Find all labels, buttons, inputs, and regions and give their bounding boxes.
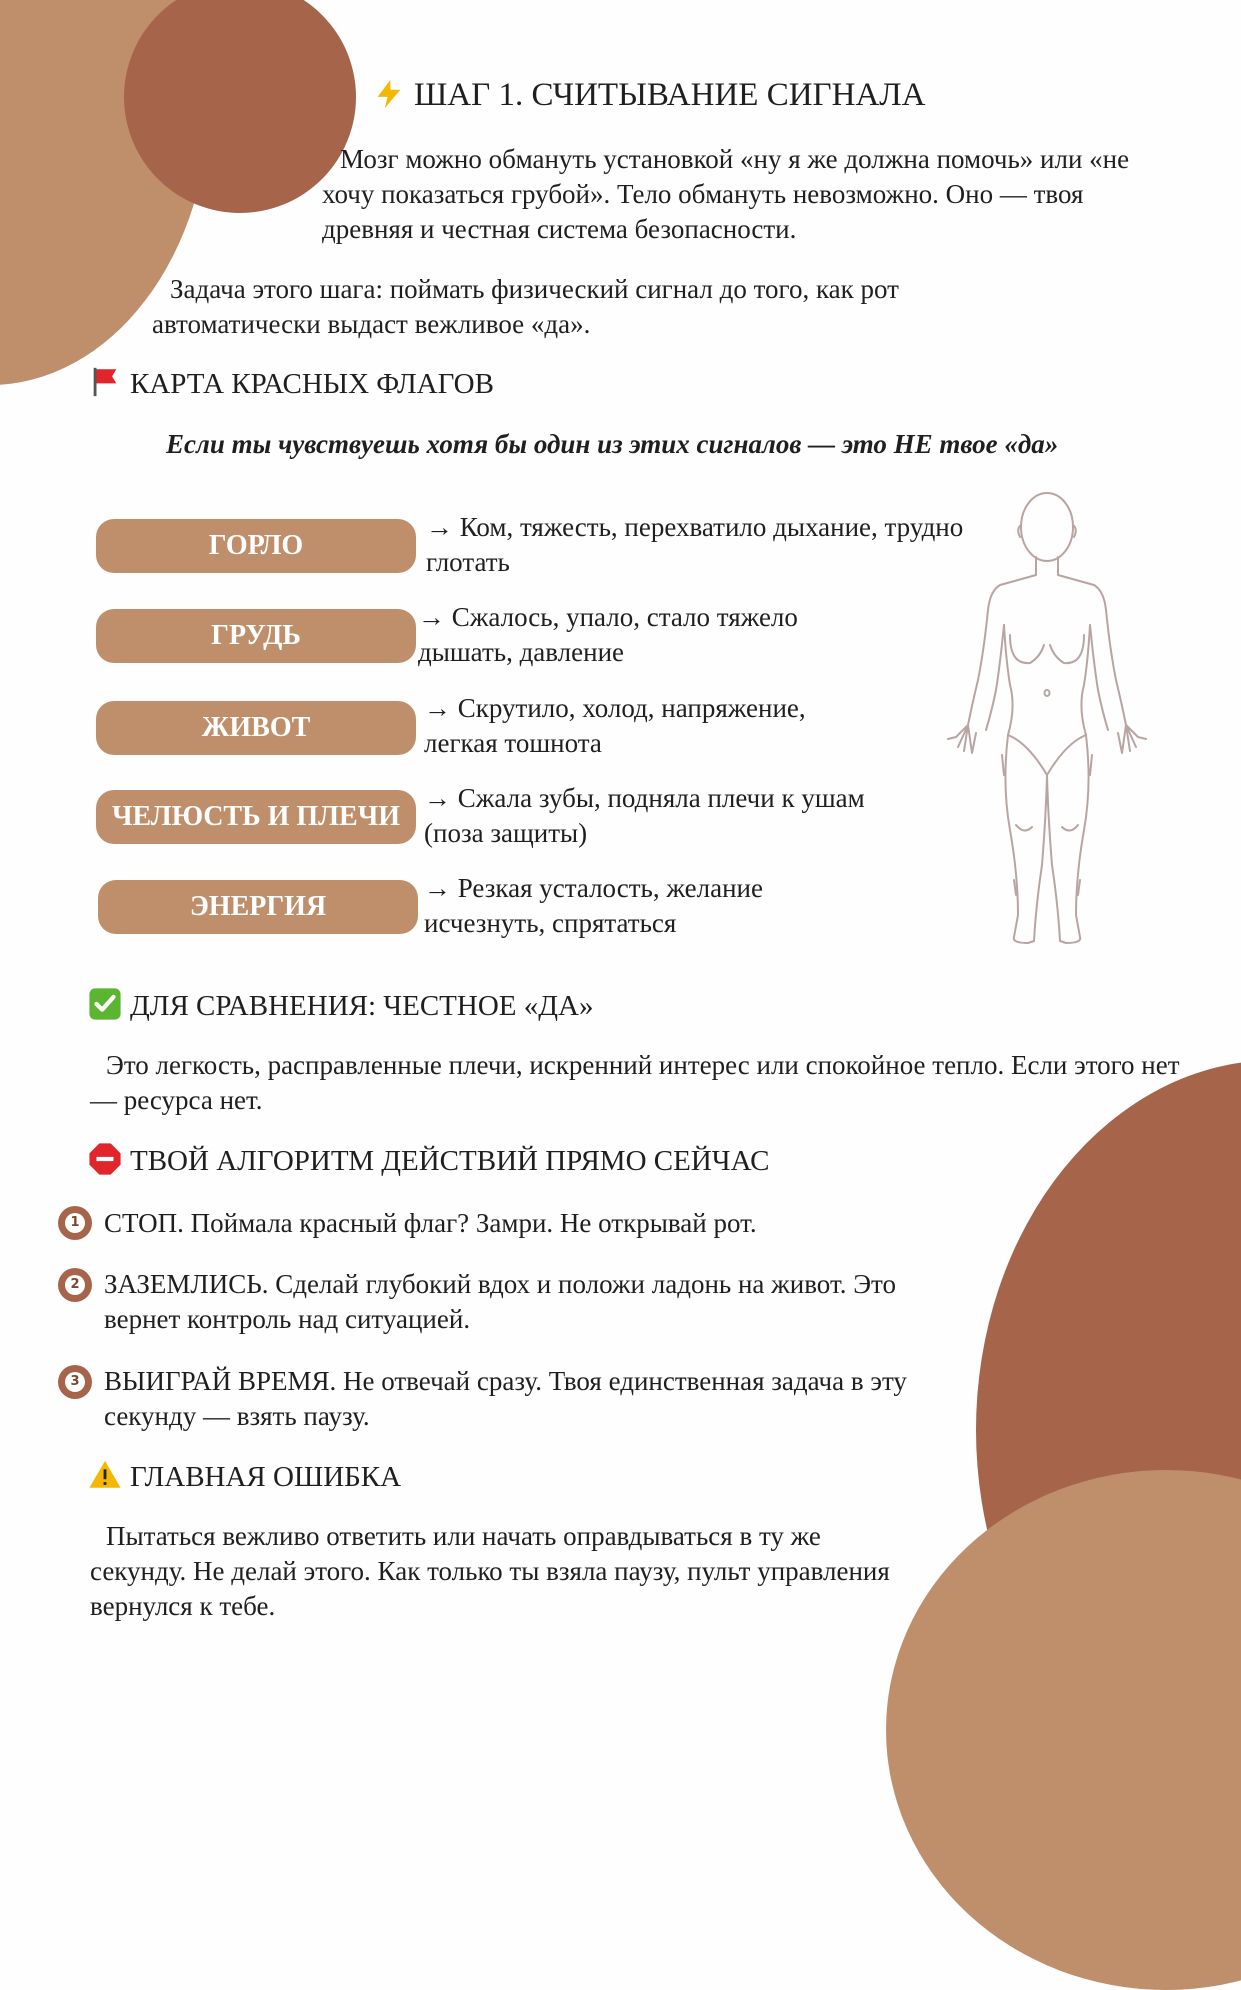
decor-circle-bottom-right-light <box>886 1470 1241 1990</box>
desc-jaw-shoulders: → Сжала зубы, подняла плечи к ушам (поза защиты) <box>424 783 865 848</box>
pill-stomach: ЖИВОТ <box>96 701 416 755</box>
step-3: ВЫИГРАЙ ВРЕМЯ. Не отвечай сразу. Твоя единственная задача в эту секунду — взять паузу. <box>104 1366 907 1431</box>
pill-throat: ГОРЛО <box>96 519 416 573</box>
step-number-2: 2 <box>58 1268 92 1302</box>
step-number-3: 3 <box>58 1365 92 1399</box>
warning-icon <box>88 1458 122 1492</box>
redflags-heading <box>88 365 494 402</box>
pill-energy: ЭНЕРГИЯ <box>98 880 418 934</box>
redflags-heading-text: КАРТА КРАСНЫХ ФЛАГОВ <box>130 368 494 400</box>
lightning-icon <box>372 77 406 111</box>
body-illustration <box>938 485 1148 960</box>
mistake-heading <box>88 1458 401 1495</box>
step-number-1: 1 <box>58 1206 92 1240</box>
algorithm-heading-text: ТВОЙ АЛГОРИТМ ДЕЙСТВИЙ ПРЯМО СЕЙЧАС <box>130 1145 770 1177</box>
mistake-paragraph: Пытаться вежливо ответить или начать оправдываться в ту же секунду. Не делай этого. Как только ты взяла паузу, пульт управления вернулся к тебе. <box>90 1521 890 1621</box>
pill-jaw-shoulders: ЧЕЛЮСТЬ И ПЛЕЧИ <box>96 790 416 844</box>
intro-paragraph: Мозг можно обмануть установкой «ну я же должна помочь» или «не хочу показаться грубой». Тело обмануть невозможно. Оно — твоя древняя и честная система безопасности. <box>322 144 1130 244</box>
check-mark-icon <box>88 987 122 1021</box>
desc-chest: → Сжалось, упало, стало тяжело дышать, давление <box>418 602 798 667</box>
redflags-subtitle: Если ты чувствуешь хотя бы один из этих сигналов — это НЕ твое «да» <box>166 429 1059 459</box>
step-1: СТОП. Поймала красный флаг? Замри. Не открывай рот. <box>104 1208 757 1238</box>
stop-sign-icon <box>88 1142 122 1176</box>
honest-heading <box>88 987 593 1024</box>
step-2: ЗАЗЕМЛИСЬ. Сделай глубокий вдох и положи ладонь на живот. Это вернет контроль над ситуацией. <box>104 1269 896 1334</box>
title-text: ШАГ 1. СЧИТЫВАНИЕ СИГНАЛА <box>414 77 926 113</box>
desc-energy: → Резкая усталость, желание исчезнуть, спрятаться <box>424 873 763 938</box>
desc-throat: → Ком, тяжесть, перехватило дыхание, трудно глотать <box>426 512 964 577</box>
page-title <box>372 75 925 115</box>
pill-chest: ГРУДЬ <box>96 609 416 663</box>
algorithm-heading <box>88 1142 769 1179</box>
honest-paragraph: Это легкость, расправленные плечи, искренний интерес или спокойное тепло. Если этого нет — ресурса нет. <box>90 1050 1180 1115</box>
desc-stomach: → Скрутило, холод, напряжение, легкая тошнота <box>424 693 806 758</box>
red-flag-icon <box>88 365 122 399</box>
honest-heading-text: ДЛЯ СРАВНЕНИЯ: ЧЕСТНОЕ «ДА» <box>130 990 594 1022</box>
mistake-heading-text: ГЛАВНАЯ ОШИБКА <box>130 1461 402 1493</box>
task-paragraph: Задача этого шага: поймать физический сигнал до того, как рот автоматически выдаст вежливое «да». <box>152 274 899 339</box>
